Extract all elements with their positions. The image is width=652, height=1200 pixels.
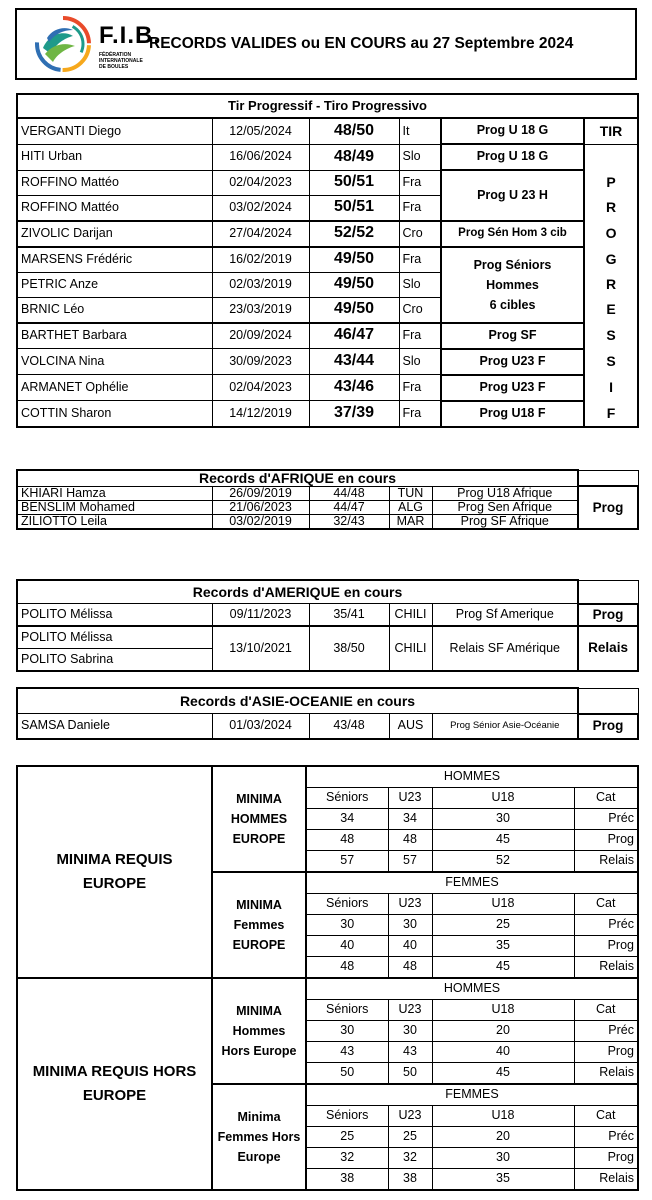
minima-value-s: 43 <box>306 1042 388 1063</box>
column-header-s: Séniors <box>306 1000 388 1021</box>
minima-value-u23: 34 <box>388 809 432 830</box>
minima-value-u18: 45 <box>432 957 574 979</box>
record-date: 12/05/2024 <box>212 118 309 144</box>
record-score: 44/47 <box>309 500 389 514</box>
table-row <box>17 604 638 627</box>
record-score: 35/41 <box>309 604 389 627</box>
record-score: 49/50 <box>309 247 399 273</box>
record-date: 23/03/2019 <box>212 297 309 323</box>
side-letter <box>584 144 638 170</box>
country: Fra <box>399 375 441 401</box>
side-letter: E <box>584 297 638 323</box>
label-line: MINIMA <box>236 1004 282 1018</box>
side-label: Prog <box>578 486 638 529</box>
gender-header: FEMMES <box>306 1084 638 1106</box>
country: Fra <box>399 247 441 273</box>
label-line: Hors Europe <box>221 1044 297 1058</box>
country: Fra <box>399 195 441 221</box>
minima-value-cat: Préc <box>574 1021 638 1042</box>
side-letter: I <box>584 375 638 401</box>
athlete-name: ZIVOLIC Darijan <box>17 221 212 247</box>
record-date: 09/11/2023 <box>212 604 309 627</box>
category: Relais SF Amérique <box>432 626 578 671</box>
logo-text: F.I.B. <box>99 22 162 49</box>
athlete-name: HITI Urban <box>17 144 212 170</box>
gender-header: HOMMES <box>306 978 638 1000</box>
table-row <box>17 401 638 427</box>
record-score: 52/52 <box>309 221 399 247</box>
country: Cro <box>399 297 441 323</box>
record-date: 30/09/2023 <box>212 349 309 375</box>
column-header-u23: U23 <box>388 788 432 809</box>
label-line: EUROPE <box>232 938 286 952</box>
minima-value-u23: 40 <box>388 936 432 957</box>
minima-value-cat: Relais <box>574 1169 638 1191</box>
category-line: 6 cibles <box>489 297 536 312</box>
minima-value-u23: 57 <box>388 851 432 873</box>
table-row <box>17 323 638 349</box>
table-row <box>17 514 638 529</box>
column-header-u23: U23 <box>388 894 432 915</box>
minima-value-s: 30 <box>306 915 388 936</box>
side-letter: R <box>584 272 638 297</box>
minima-block-label <box>212 978 306 1084</box>
minima-value-u23: 48 <box>388 957 432 979</box>
table-row <box>17 978 638 1000</box>
minima-value-u18: 35 <box>432 936 574 957</box>
minima-value-u23: 30 <box>388 1021 432 1042</box>
minima-value-s: 57 <box>306 851 388 873</box>
record-date: 03/02/2024 <box>212 195 309 221</box>
table-row <box>17 766 638 788</box>
minima-value-u23: 30 <box>388 915 432 936</box>
label-line: EUROPE <box>232 832 286 846</box>
record-date: 21/06/2023 <box>212 500 309 514</box>
category: Prog Sénior Asie-Océanie <box>432 714 578 740</box>
minima-value-cat: Prog <box>574 1042 638 1063</box>
gender-header: FEMMES <box>306 872 638 894</box>
label-line: Femmes Hors <box>217 1130 301 1144</box>
record-score: 37/39 <box>309 401 399 427</box>
side-letter: S <box>584 323 638 349</box>
minima-europe-label <box>17 766 212 978</box>
table-row <box>17 486 638 500</box>
column-header-cat: Cat <box>574 894 638 915</box>
column-header-u18: U18 <box>432 788 574 809</box>
label-line: MINIMA REQUIS <box>56 851 173 868</box>
record-date: 01/03/2024 <box>212 714 309 740</box>
minima-value-u18: 52 <box>432 851 574 873</box>
table-row <box>17 144 638 170</box>
minima-block-label <box>212 766 306 872</box>
country: Fra <box>399 323 441 349</box>
records-asie-table <box>16 687 639 740</box>
athlete-name: POLITO Mélissa <box>17 626 212 649</box>
label-line: MINIMA REQUIS HORS <box>32 1063 197 1080</box>
minima-value-cat: Préc <box>574 809 638 830</box>
country: Slo <box>399 349 441 375</box>
column-header-s: Séniors <box>306 788 388 809</box>
athlete-name: KHIARI Hamza <box>17 486 212 500</box>
table-row <box>17 118 638 144</box>
minima-value-u23: 50 <box>388 1063 432 1085</box>
tir-section-title: Tir Progressif - Tiro Progressivo <box>17 94 638 118</box>
side-label: Relais <box>578 626 638 671</box>
category: Prog Sen Afrique <box>432 500 578 514</box>
afrique-section-title: Records d'AFRIQUE en cours <box>17 470 578 486</box>
minima-value-cat: Relais <box>574 851 638 873</box>
minima-value-cat: Relais <box>574 957 638 979</box>
country: ALG <box>389 500 432 514</box>
athlete-name: VOLCINA Nina <box>17 349 212 375</box>
table-row <box>17 500 638 514</box>
minima-value-u18: 25 <box>432 915 574 936</box>
minima-value-u23: 25 <box>388 1127 432 1148</box>
side-letter: G <box>584 247 638 273</box>
category: Prog Sf Amerique <box>432 604 578 627</box>
athlete-name: BRNIC Léo <box>17 297 212 323</box>
minima-value-s: 48 <box>306 830 388 851</box>
side-letter: O <box>584 221 638 247</box>
category: Prog U18 Afrique <box>432 486 578 500</box>
minima-value-u18: 30 <box>432 809 574 830</box>
label-line: Minima <box>237 1110 281 1124</box>
record-date: 02/04/2023 <box>212 375 309 401</box>
country: It <box>399 118 441 144</box>
record-date: 14/12/2019 <box>212 401 309 427</box>
athlete-name: ROFFINO Mattéo <box>17 195 212 221</box>
minima-value-u18: 20 <box>432 1127 574 1148</box>
category: Prog SF <box>441 323 584 349</box>
minima-value-u23: 48 <box>388 830 432 851</box>
side-letter: P <box>584 170 638 195</box>
country: Slo <box>399 272 441 297</box>
minima-value-u18: 40 <box>432 1042 574 1063</box>
page-title: RECORDS VALIDES ou EN COURS au 27 Septembre 2024 <box>149 35 574 52</box>
side-letter: TIR <box>584 118 638 144</box>
asie-section-title: Records d'ASIE-OCEANIE en cours <box>17 688 578 714</box>
label-line: MINIMA <box>236 792 282 806</box>
category <box>441 247 584 323</box>
athlete-name: COTTIN Sharon <box>17 401 212 427</box>
minima-value-s: 38 <box>306 1169 388 1191</box>
table-row <box>17 170 638 195</box>
athlete-name: MARSENS Frédéric <box>17 247 212 273</box>
amerique-section-title: Records d'AMERIQUE en cours <box>17 580 578 604</box>
minima-value-s: 30 <box>306 1021 388 1042</box>
side-letter: S <box>584 349 638 375</box>
label-line: Hommes <box>232 1024 286 1038</box>
country: Fra <box>399 170 441 195</box>
column-header-cat: Cat <box>574 788 638 809</box>
category-line: Prog Séniors <box>473 257 552 272</box>
label-line: Europe <box>237 1150 281 1164</box>
records-amerique-table <box>16 579 639 672</box>
label-line: HOMMES <box>230 812 288 826</box>
athlete-name: POLITO Mélissa <box>17 604 212 627</box>
record-date: 27/04/2024 <box>212 221 309 247</box>
country: Cro <box>399 221 441 247</box>
gender-header: HOMMES <box>306 766 638 788</box>
minima-value-u18: 45 <box>432 1063 574 1085</box>
table-row <box>17 221 638 247</box>
record-date: 03/02/2019 <box>212 514 309 529</box>
minima-value-u18: 35 <box>432 1169 574 1191</box>
category: Prog U 18 G <box>441 118 584 144</box>
athlete-name: POLITO Sabrina <box>17 649 212 672</box>
category-line: Hommes <box>486 277 539 292</box>
minima-value-cat: Prog <box>574 830 638 851</box>
record-score: 43/48 <box>309 714 389 740</box>
record-score: 48/49 <box>309 144 399 170</box>
record-score: 43/46 <box>309 375 399 401</box>
table-row <box>17 714 638 740</box>
minima-value-cat: Relais <box>574 1063 638 1085</box>
minima-value-cat: Préc <box>574 1127 638 1148</box>
record-score: 38/50 <box>309 626 389 671</box>
athlete-name: ARMANET Ophélie <box>17 375 212 401</box>
label-line: MINIMA <box>236 898 282 912</box>
athlete-name: PETRIC Anze <box>17 272 212 297</box>
record-score: 50/51 <box>309 195 399 221</box>
record-date: 16/02/2019 <box>212 247 309 273</box>
record-score: 49/50 <box>309 272 399 297</box>
country: CHILI <box>389 604 432 627</box>
record-date: 02/04/2023 <box>212 170 309 195</box>
category: Prog U18 F <box>441 401 584 427</box>
minima-value-s: 40 <box>306 936 388 957</box>
minima-value-u23: 43 <box>388 1042 432 1063</box>
column-header-cat: Cat <box>574 1106 638 1127</box>
minima-value-u23: 38 <box>388 1169 432 1191</box>
athlete-name: BARTHET Barbara <box>17 323 212 349</box>
table-row <box>17 349 638 375</box>
page-header <box>15 8 637 80</box>
table-row <box>17 247 638 273</box>
column-header-u18: U18 <box>432 1000 574 1021</box>
minima-value-u23: 32 <box>388 1148 432 1169</box>
minima-value-s: 25 <box>306 1127 388 1148</box>
athlete-name: BENSLIM Mohamed <box>17 500 212 514</box>
side-letter: R <box>584 195 638 221</box>
label-line: EUROPE <box>82 875 147 892</box>
column-header-cat: Cat <box>574 1000 638 1021</box>
records-afrique-table <box>16 469 639 530</box>
category: Prog U 18 G <box>441 144 584 170</box>
athlete-name: SAMSA Daniele <box>17 714 212 740</box>
category: Prog U23 F <box>441 349 584 375</box>
country: Slo <box>399 144 441 170</box>
label-line: Femmes <box>233 918 285 932</box>
category: Prog U23 F <box>441 375 584 401</box>
record-date: 16/06/2024 <box>212 144 309 170</box>
minima-value-cat: Préc <box>574 915 638 936</box>
minima-value-u18: 30 <box>432 1148 574 1169</box>
record-score: 46/47 <box>309 323 399 349</box>
minima-block-label <box>212 872 306 978</box>
column-header-u23: U23 <box>388 1000 432 1021</box>
side-letter: F <box>584 401 638 427</box>
minima-value-s: 50 <box>306 1063 388 1085</box>
record-score: 48/50 <box>309 118 399 144</box>
side-label: Prog <box>578 714 638 740</box>
record-date: 26/09/2019 <box>212 486 309 500</box>
record-date: 02/03/2019 <box>212 272 309 297</box>
tir-progressif-table <box>16 93 639 428</box>
column-header-u18: U18 <box>432 894 574 915</box>
country: CHILI <box>389 626 432 671</box>
minima-value-s: 32 <box>306 1148 388 1169</box>
logo-subtitle: FÉDÉRATION INTERNATIONALE DE BOULES <box>99 52 143 70</box>
country: MAR <box>389 514 432 529</box>
athlete-name: VERGANTI Diego <box>17 118 212 144</box>
minima-value-s: 34 <box>306 809 388 830</box>
country: TUN <box>389 486 432 500</box>
minima-value-s: 48 <box>306 957 388 979</box>
minima-table <box>16 765 639 1191</box>
category: Prog SF Afrique <box>432 514 578 529</box>
label-line: EUROPE <box>82 1087 147 1104</box>
minima-value-cat: Prog <box>574 936 638 957</box>
athlete-name: ROFFINO Mattéo <box>17 170 212 195</box>
minima-value-u18: 20 <box>432 1021 574 1042</box>
table-row <box>17 375 638 401</box>
country: Fra <box>399 401 441 427</box>
athlete-name: ZILIOTTO Leila <box>17 514 212 529</box>
minima-value-u18: 45 <box>432 830 574 851</box>
record-score: 50/51 <box>309 170 399 195</box>
record-score: 44/48 <box>309 486 389 500</box>
fib-logo-icon <box>29 14 91 74</box>
minima-block-label <box>212 1084 306 1190</box>
minima-value-cat: Prog <box>574 1148 638 1169</box>
side-label: Prog <box>578 604 638 627</box>
column-header-s: Séniors <box>306 894 388 915</box>
record-score: 32/43 <box>309 514 389 529</box>
record-date: 13/10/2021 <box>212 626 309 671</box>
column-header-u18: U18 <box>432 1106 574 1127</box>
category: Prog U 23 H <box>441 170 584 221</box>
record-score: 43/44 <box>309 349 399 375</box>
record-date: 20/09/2024 <box>212 323 309 349</box>
column-header-u23: U23 <box>388 1106 432 1127</box>
record-score: 49/50 <box>309 297 399 323</box>
table-row <box>17 626 638 649</box>
column-header-s: Séniors <box>306 1106 388 1127</box>
category: Prog Sén Hom 3 cib <box>441 221 584 247</box>
country: AUS <box>389 714 432 740</box>
minima-hors-europe-label <box>17 978 212 1190</box>
